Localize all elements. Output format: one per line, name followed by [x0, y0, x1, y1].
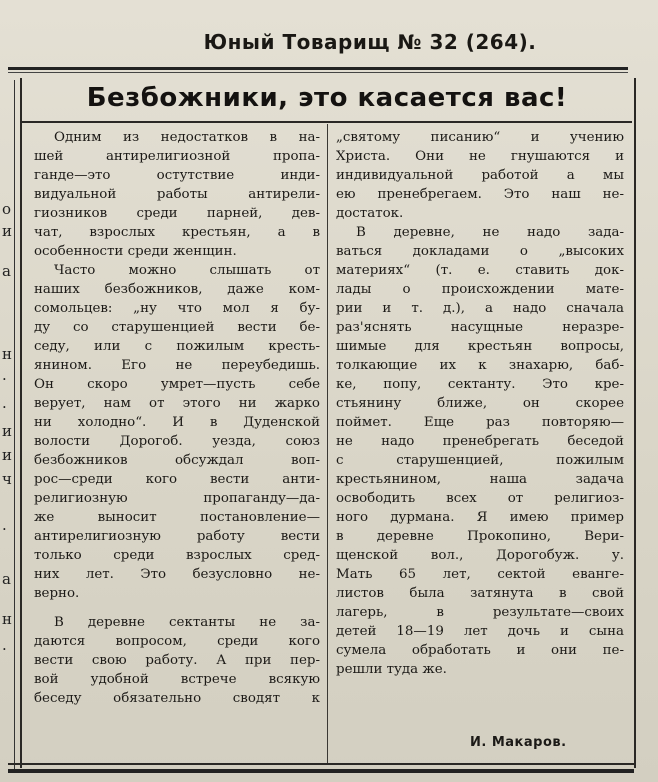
text-line: толкающие их к знахарю, баб- — [336, 358, 624, 373]
text-line: даются вопросом, среди кого — [34, 634, 320, 649]
text-line: „святому писанию“ и учению — [336, 130, 624, 145]
edge-fragment-char: · — [2, 398, 7, 416]
masthead-rule — [8, 67, 628, 70]
edge-fragment-char: ч — [2, 470, 12, 488]
column-divider — [327, 124, 328, 764]
edge-fragment-char: и — [2, 422, 12, 440]
author-signature: И. Макаров. — [470, 735, 567, 750]
edge-fragment-char: и — [2, 446, 12, 464]
title-rule — [22, 121, 632, 123]
article-title: Безбожники, это касается вас! — [86, 83, 568, 113]
text-line: сомольцев: „ну что мол я бу- — [34, 301, 320, 316]
text-line: достаток. — [336, 206, 404, 221]
adjacent-column-border — [14, 80, 15, 770]
edge-fragment-char: · — [2, 520, 7, 538]
edge-fragment-char: · — [2, 640, 7, 658]
text-line: с старушенцией, пожилым — [336, 453, 624, 468]
text-line: щенской вол., Дорогобуж. у. — [336, 548, 624, 563]
text-line: гиозников среди парней, дев- — [34, 206, 320, 221]
masthead-rule-thin — [8, 72, 628, 73]
paragraph-gap — [34, 603, 320, 613]
text-line: вести свою работу. А при пер- — [34, 653, 320, 668]
text-line: особенности среди женщин. — [34, 244, 237, 259]
text-line: только среди взрослых сред- — [34, 548, 320, 563]
text-line: Мать 65 лет, сектой еванге- — [336, 567, 624, 582]
edge-fragment-char: а — [2, 262, 11, 280]
text-line: детей 18—19 лет дочь и сына — [336, 624, 624, 639]
text-line: решли туда же. — [336, 662, 447, 677]
text-line: религиозную пропаганду—да- — [34, 491, 320, 506]
edge-fragment-char: н — [2, 345, 12, 363]
text-line: Он скоро умрет—пусть себе — [34, 377, 320, 392]
text-line: чат, взрослых крестьян, а в — [34, 225, 320, 240]
text-line: лагерь, в результате—своих — [336, 605, 624, 620]
text-line: безбожников обсуждал воп- — [34, 453, 320, 468]
text-line: ею пренебрегаем. Это наш не- — [336, 187, 624, 202]
edge-fragment-char: и — [2, 222, 12, 240]
text-line: рии и т. д.), а надо сначала — [336, 301, 624, 316]
text-line: волости Дорогоб. уезда, союз — [34, 434, 320, 449]
bottom-rule — [8, 763, 634, 765]
text-line: индивидуальной работой а мы — [336, 168, 624, 183]
text-line: ке, попу, сектанту. Это кре- — [336, 377, 624, 392]
bottom-rule-thick — [8, 769, 634, 773]
text-line: рос—среди кого вести анти- — [34, 472, 320, 487]
text-line: же выносит постановление— — [34, 510, 320, 525]
text-line: освободить всех от религиоз- — [336, 491, 624, 506]
text-line: вой удобной встрече всякую — [34, 672, 320, 687]
text-line: лады о происхождении мате- — [336, 282, 624, 297]
text-line: шей антирелигиозной пропа- — [34, 149, 320, 164]
adjacent-column-fragment — [0, 80, 14, 780]
text-line: видуальной работы антирели- — [34, 187, 320, 202]
text-line: верно. — [34, 586, 80, 601]
text-line: крестьянином, наша задача — [336, 472, 624, 487]
left-column — [34, 128, 320, 708]
text-line: антирелигиозную работу вести — [34, 529, 320, 544]
edge-fragment-char: о — [2, 200, 12, 218]
text-line: верует, нам от этого ни жарко — [34, 396, 320, 411]
text-line: раз'яснять насущные неразре- — [336, 320, 624, 335]
text-line: шимые для крестьян вопросы, — [336, 339, 624, 354]
text-line: ного дурмана. Я имею пример — [336, 510, 624, 525]
right-column — [336, 128, 624, 679]
text-line: В деревне сектанты не за- — [54, 615, 320, 630]
text-line: В деревне, не надо зада- — [356, 225, 624, 240]
text-line: сумела обработать и они пе- — [336, 643, 624, 658]
text-line: ни холодно“. И в Дуденской — [34, 415, 320, 430]
edge-fragment-char: н — [2, 610, 12, 628]
text-line: седу, или с пожилым кресть- — [34, 339, 320, 354]
edge-fragment-char: · — [2, 370, 7, 388]
text-line: поймет. Еще раз повторяю— — [336, 415, 624, 430]
text-line: листов была затянута в свой — [336, 586, 624, 601]
text-line: беседу обязательно сводят к — [34, 691, 320, 706]
text-line: ду со старушенцией вести бе- — [34, 320, 320, 335]
text-line: янином. Его не переубедишь. — [34, 358, 320, 373]
text-line: Часто можно слышать от — [54, 263, 320, 278]
edge-fragment-char: а — [2, 570, 11, 588]
text-line: наших безбожников, даже ком- — [34, 282, 320, 297]
text-line: Одним из недостатков в на- — [54, 130, 320, 145]
text-line: стьянину ближе, он скорее — [336, 396, 624, 411]
text-line: не надо пренебрегать беседой — [336, 434, 624, 449]
masthead: Юный Товарищ № 32 (264). — [203, 30, 537, 54]
text-line: материях“ (т. е. ставить док- — [336, 263, 624, 278]
text-line: ваться докладами о „высоких — [336, 244, 624, 259]
text-line: них лет. Это безусловно не- — [34, 567, 320, 582]
text-line: Христа. Они не гнушаются и — [336, 149, 624, 164]
text-line: ганде—это остутствие инди- — [34, 168, 320, 183]
text-line: в деревне Прокопино, Вери- — [336, 529, 624, 544]
